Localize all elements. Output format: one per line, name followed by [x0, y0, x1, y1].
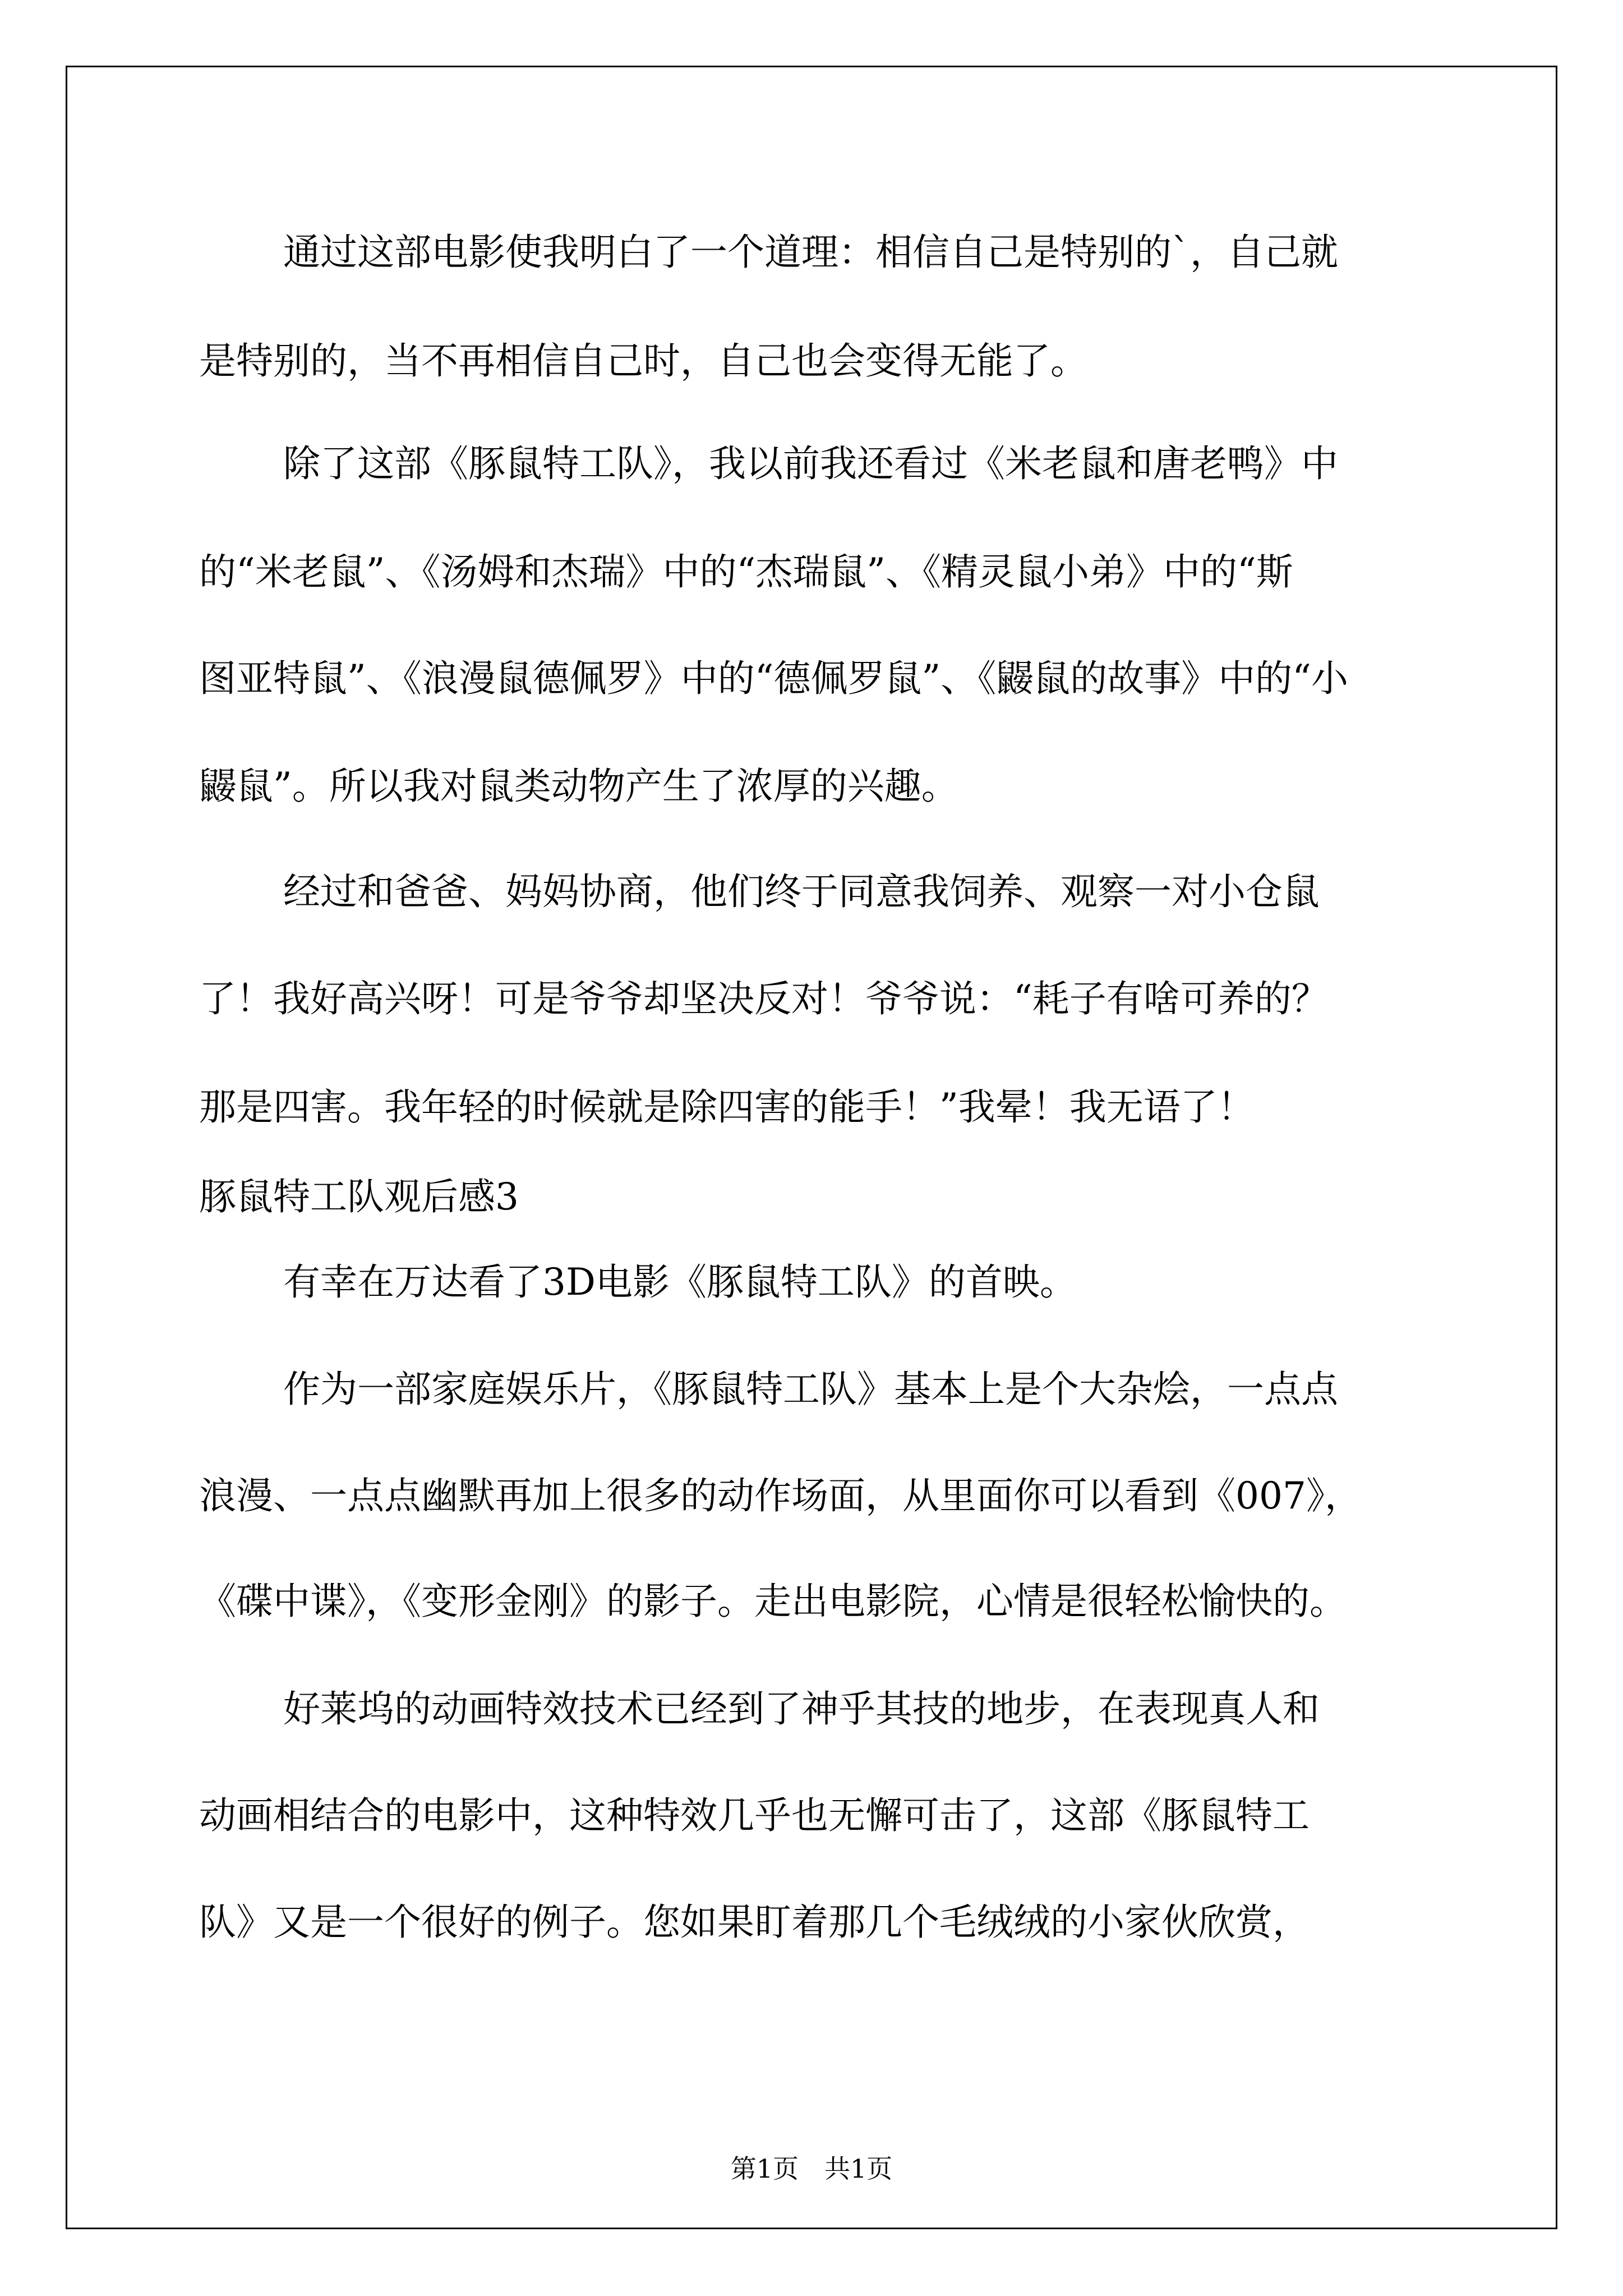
- text-line-14: 《碟中谍》，《变形金刚》的影子。走出电影院，心情是很轻松愉快的。: [199, 1580, 1347, 1623]
- section-heading: 豚鼠特工队观后感3: [199, 1175, 519, 1218]
- text-line-2: 是特别的，当不再相信自己时，自己也会变得无能了。: [199, 339, 1087, 383]
- text-line-12: 作为一部家庭娱乐片，《豚鼠特工队》基本上是个大杂烩，一点点: [283, 1368, 1338, 1411]
- text-line-7: 经过和爸爸、妈妈协商，他们终于同意我饲养、观察一对小仓鼠: [283, 870, 1320, 913]
- text-line-15: 好莱坞的动画特效技术已经到了神乎其技的地步，在表现真人和: [283, 1687, 1320, 1731]
- text-line-3: 除了这部《豚鼠特工队》，我以前我还看过《米老鼠和唐老鸭》中: [283, 442, 1338, 485]
- text-line-16: 动画相结合的电影中，这种特效几乎也无懈可击了，这部《豚鼠特工: [199, 1794, 1310, 1837]
- text-line-4: 的“米老鼠”、《汤姆和杰瑞》中的“杰瑞鼠”、《精灵鼠小弟》中的“斯: [199, 550, 1293, 593]
- text-line-17: 队》又是一个很好的例子。您如果盯着那几个毛绒绒的小家伙欣赏，: [199, 1901, 1310, 1944]
- text-line-13: 浪漫、一点点幽默再加上很多的动作场面，从里面你可以看到《007》，: [199, 1474, 1362, 1517]
- text-line-11: 有幸在万达看了3D电影《豚鼠特工队》的首映。: [283, 1260, 1077, 1304]
- text-line-9: 那是四害。我年轻的时候就是除四害的能手！”我晕！我无语了！: [199, 1085, 1255, 1129]
- text-line-5: 图亚特鼠”、《浪漫鼠德佩罗》中的“德佩罗鼠”、《鼹鼠的故事》中的“小: [199, 657, 1348, 700]
- text-line-1: 通过这部电影使我明白了一个道理：相信自己是特别的`，自己就: [283, 231, 1338, 274]
- page-footer: 第1页 共1页: [730, 2154, 893, 2184]
- text-line-8: 了！我好高兴呀！可是爷爷却坚决反对！爷爷说：“耗子有啥可养的？: [199, 977, 1329, 1020]
- text-line-6: 鼹鼠”。所以我对鼠类动物产生了浓厚的兴趣。: [199, 765, 958, 808]
